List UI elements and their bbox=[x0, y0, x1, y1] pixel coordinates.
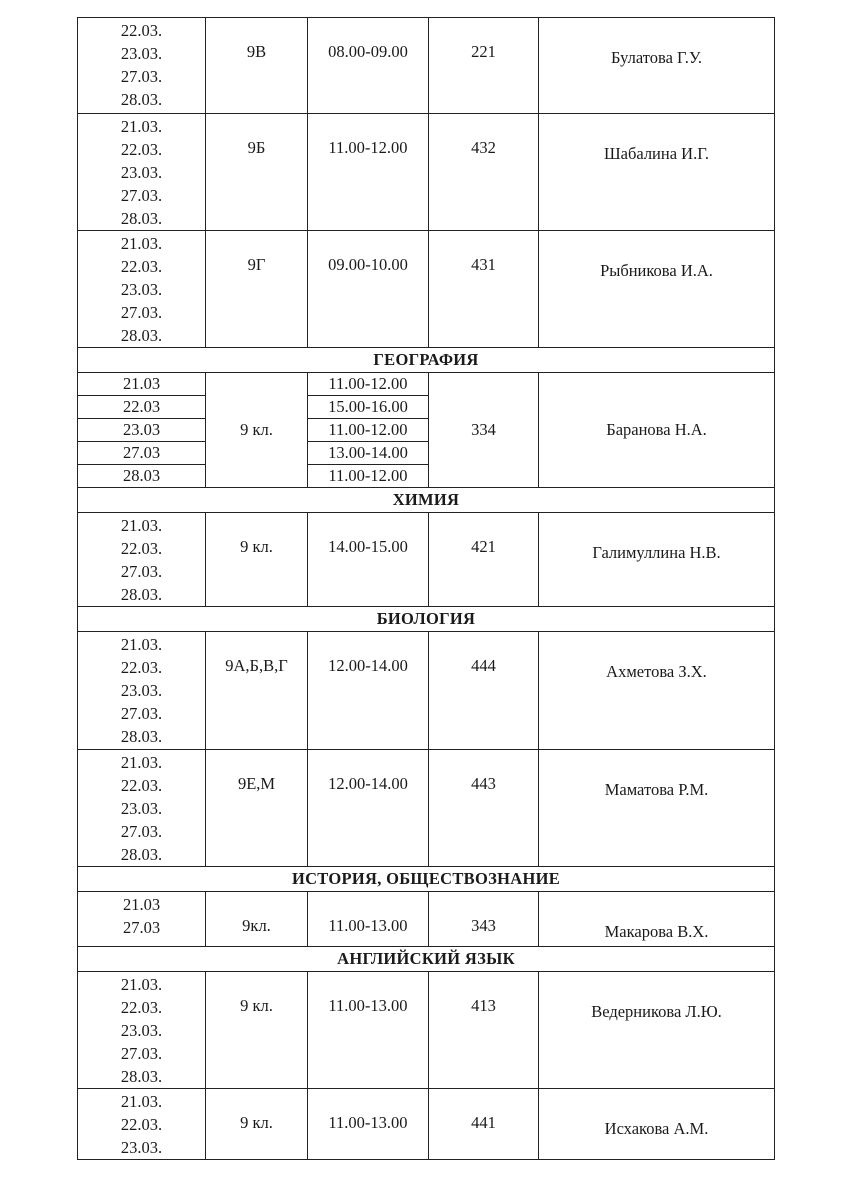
date: 28.03. bbox=[120, 585, 163, 604]
section-title: АНГЛИЙСКИЙ ЯЗЫК bbox=[78, 947, 775, 972]
time-cell: 11.00-12.00 bbox=[308, 114, 429, 231]
date: 27.03. bbox=[120, 704, 163, 723]
time-cell: 15.00-16.00 bbox=[308, 396, 429, 419]
class-cell: 9 кл. bbox=[206, 972, 308, 1089]
date: 23.03. bbox=[120, 681, 163, 700]
section-title: БИОЛОГИЯ bbox=[78, 607, 775, 632]
table-row bbox=[78, 114, 775, 231]
date: 22.03. bbox=[120, 776, 163, 795]
time-cell: 13.00-14.00 bbox=[308, 442, 429, 465]
class-cell: 9Е,М bbox=[206, 750, 308, 867]
teacher-cell: Маматова Р.М. bbox=[539, 750, 775, 867]
date: 27.03. bbox=[120, 303, 163, 322]
date: 23.03. bbox=[120, 280, 163, 299]
dates-cell bbox=[78, 892, 206, 947]
section-header-row bbox=[78, 488, 775, 513]
date: 28.03. bbox=[120, 1067, 163, 1086]
time-cell: 08.00-09.00 bbox=[308, 18, 429, 114]
schedule-body bbox=[78, 18, 775, 1160]
table-row bbox=[78, 750, 775, 867]
dates-cell bbox=[78, 1089, 206, 1160]
teacher-cell: Галимуллина Н.В. bbox=[539, 513, 775, 607]
date: 27.03. bbox=[120, 822, 163, 841]
date: 22.03. bbox=[120, 257, 163, 276]
section-header-row bbox=[78, 867, 775, 892]
date: 22.03. bbox=[120, 539, 163, 558]
dates-cell bbox=[78, 750, 206, 867]
date: 22.03. bbox=[120, 998, 163, 1017]
class-cell: 9 кл. bbox=[206, 513, 308, 607]
teacher-cell: Рыбникова И.А. bbox=[539, 231, 775, 348]
date: 27.03 bbox=[122, 918, 161, 937]
class-cell: 9кл. bbox=[206, 892, 308, 947]
room-cell: 221 bbox=[429, 18, 539, 114]
date: 28.03. bbox=[120, 90, 163, 109]
section-header-row bbox=[78, 947, 775, 972]
room-cell: 431 bbox=[429, 231, 539, 348]
table-row bbox=[78, 892, 775, 947]
table-row bbox=[78, 1089, 775, 1160]
section-header-row bbox=[78, 607, 775, 632]
table-row bbox=[78, 373, 775, 396]
date: 21.03 bbox=[122, 895, 161, 914]
teacher-cell: Ахметова З.Х. bbox=[539, 632, 775, 750]
date: 27.03. bbox=[120, 67, 163, 86]
table-row bbox=[78, 632, 775, 750]
time-cell: 14.00-15.00 bbox=[308, 513, 429, 607]
time-cell: 11.00-13.00 bbox=[308, 972, 429, 1089]
dates-cell bbox=[78, 231, 206, 348]
dates-cell bbox=[78, 114, 206, 231]
class-cell: 9 кл. bbox=[206, 1089, 308, 1160]
date: 28.03. bbox=[120, 727, 163, 746]
time-cell: 09.00-10.00 bbox=[308, 231, 429, 348]
class-cell: 9Б bbox=[206, 114, 308, 231]
teacher-cell: Булатова Г.У. bbox=[539, 18, 775, 114]
class-cell: 9 кл. bbox=[206, 373, 308, 488]
date: 21.03. bbox=[120, 635, 163, 654]
date-cell: 21.03 bbox=[78, 373, 206, 396]
date-cell: 28.03 bbox=[78, 465, 206, 488]
room-cell: 443 bbox=[429, 750, 539, 867]
section-title: ГЕОГРАФИЯ bbox=[78, 348, 775, 373]
date: 22.03. bbox=[120, 140, 163, 159]
section-title: ХИМИЯ bbox=[78, 488, 775, 513]
teacher-cell: Макарова В.Х. bbox=[539, 892, 775, 947]
teacher-cell: Ведерникова Л.Ю. bbox=[539, 972, 775, 1089]
room-cell: 343 bbox=[429, 892, 539, 947]
class-cell: 9В bbox=[206, 18, 308, 114]
date-cell: 23.03 bbox=[78, 419, 206, 442]
date: 28.03. bbox=[120, 845, 163, 864]
schedule-table bbox=[77, 17, 775, 1160]
room-cell: 441 bbox=[429, 1089, 539, 1160]
table-row bbox=[78, 972, 775, 1089]
teacher-cell: Баранова Н.А. bbox=[539, 373, 775, 488]
section-title: ИСТОРИЯ, ОБЩЕСТВОЗНАНИЕ bbox=[78, 867, 775, 892]
date: 23.03. bbox=[120, 799, 163, 818]
class-cell: 9Г bbox=[206, 231, 308, 348]
date: 22.03. bbox=[120, 21, 163, 40]
section-header-row bbox=[78, 348, 775, 373]
date: 23.03. bbox=[120, 1138, 163, 1157]
date-cell: 27.03 bbox=[78, 442, 206, 465]
date: 21.03. bbox=[120, 975, 163, 994]
room-cell: 444 bbox=[429, 632, 539, 750]
teacher-cell: Шабалина И.Г. bbox=[539, 114, 775, 231]
dates-cell bbox=[78, 632, 206, 750]
date: 23.03. bbox=[120, 44, 163, 63]
date: 27.03. bbox=[120, 186, 163, 205]
date: 23.03. bbox=[120, 163, 163, 182]
table-row bbox=[78, 513, 775, 607]
date: 28.03. bbox=[120, 209, 163, 228]
time-cell: 11.00-13.00 bbox=[308, 1089, 429, 1160]
date: 22.03. bbox=[120, 658, 163, 677]
table-row bbox=[78, 231, 775, 348]
dates-cell bbox=[78, 18, 206, 114]
table-row bbox=[78, 18, 775, 114]
date: 21.03. bbox=[120, 1092, 163, 1111]
time-cell: 12.00-14.00 bbox=[308, 632, 429, 750]
time-cell: 12.00-14.00 bbox=[308, 750, 429, 867]
class-cell: 9А,Б,В,Г bbox=[206, 632, 308, 750]
date: 27.03. bbox=[120, 1044, 163, 1063]
dates-cell bbox=[78, 513, 206, 607]
teacher-cell: Исхакова А.М. bbox=[539, 1089, 775, 1160]
time-cell: 11.00-13.00 bbox=[308, 892, 429, 947]
date: 23.03. bbox=[120, 1021, 163, 1040]
date: 21.03. bbox=[120, 516, 163, 535]
date: 22.03. bbox=[120, 1115, 163, 1134]
date: 28.03. bbox=[120, 326, 163, 345]
room-cell: 413 bbox=[429, 972, 539, 1089]
room-cell: 432 bbox=[429, 114, 539, 231]
time-cell: 11.00-12.00 bbox=[308, 419, 429, 442]
room-cell: 421 bbox=[429, 513, 539, 607]
date: 21.03. bbox=[120, 117, 163, 136]
room-cell: 334 bbox=[429, 373, 539, 488]
date: 21.03. bbox=[120, 753, 163, 772]
date: 21.03. bbox=[120, 234, 163, 253]
time-cell: 11.00-12.00 bbox=[308, 373, 429, 396]
date: 27.03. bbox=[120, 562, 163, 581]
dates-cell bbox=[78, 972, 206, 1089]
time-cell: 11.00-12.00 bbox=[308, 465, 429, 488]
date-cell: 22.03 bbox=[78, 396, 206, 419]
